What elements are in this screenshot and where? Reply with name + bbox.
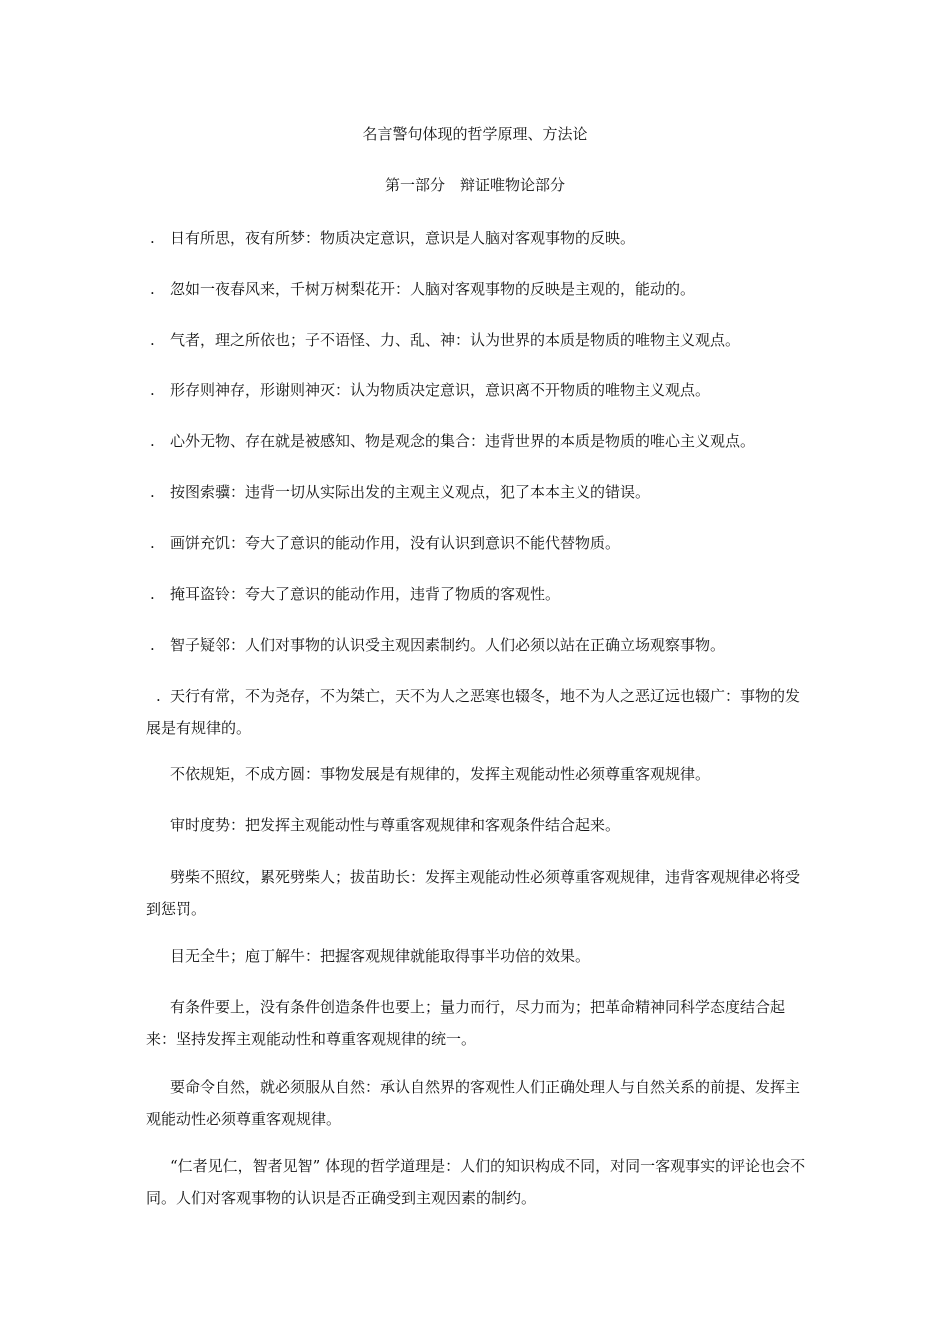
bullet-marker: . — [156, 687, 161, 705]
list-item — [146, 324, 814, 356]
list-item — [146, 222, 814, 254]
list-item-text: 画饼充饥：夸大了意识的能动作用，没有认识到意识不能代替物质。 — [170, 534, 621, 552]
list-item — [146, 578, 814, 610]
list-item-text: 心外无物、存在就是被感知、物是观念的集合：违背世界的本质是物质的唯心主义观点。 — [170, 432, 756, 450]
list-item — [146, 629, 814, 661]
list-item — [146, 273, 814, 305]
body-paragraph: 不依规矩，不成方圆：事物发展是有规律的，发挥主观能动性必须尊重客观规律。 — [170, 765, 711, 783]
list-item — [146, 374, 814, 406]
section-heading: 第一部分 辩证唯物论部分 — [384, 176, 565, 194]
list-item-text: 天行有常，不为尧存，不为桀亡，天不为人之恶寒也辍冬，地不为人之恶辽远也辍广：事物的发展是有规律的。 — [146, 687, 801, 737]
list-item-text: 智子疑邻：人们对事物的认识受主观因素制约。人们必须以站在正确立场观察事物。 — [170, 636, 726, 654]
bullet-marker: . — [150, 280, 155, 298]
list-item-text: 气者，理之所依也；子不语怪、力、乱、神：认为世界的本质是物质的唯物主义观点。 — [170, 331, 741, 349]
bullet-marker: . — [150, 331, 155, 349]
bullet-marker: . — [150, 534, 155, 552]
body-paragraph: 有条件要上，没有条件创造条件也要上；量力而行，尽力而为；把革命精神同科学态度结合起来：坚持发挥主观能动性和尊重客观规律的统一。 — [146, 998, 786, 1048]
document-title: 名言警句体现的哲学原理、方法论 — [362, 125, 588, 143]
bullet-marker: . — [150, 636, 155, 654]
body-paragraph: “仁者见仁，智者见智” 体现的哲学道理是：人们的知识构成不同，对同一客观事实的评论也会不同。人们对客观事物的认识是否正确受到主观因素的制约。 — [146, 1157, 806, 1207]
list-item-text: 掩耳盗铃：夸大了意识的能动作用，违背了物质的客观性。 — [170, 585, 561, 603]
list-item-text: 按图索骥：违背一切从实际出发的主观主义观点，犯了本本主义的错误。 — [170, 483, 651, 501]
body-paragraph: 审时度势：把发挥主观能动性与尊重客观规律和客观条件结合起来。 — [170, 816, 621, 834]
bullet-marker: . — [150, 585, 155, 603]
body-paragraph: 目无全牛；庖丁解牛：把握客观规律就能取得事半功倍的效果。 — [170, 947, 591, 965]
list-item — [146, 680, 810, 744]
body-paragraph: 要命令自然，就必须服从自然：承认自然界的客观性人们正确处理人与自然关系的前提、发挥主观能动性必须尊重客观规律。 — [146, 1078, 801, 1128]
list-item-text: 忽如一夜春风来，千树万树梨花开：人脑对客观事物的反映是主观的，能动的。 — [170, 280, 696, 298]
bullet-marker: . — [150, 483, 155, 501]
list-item-text: 形存则神存，形谢则神灭：认为物质决定意识，意识离不开物质的唯物主义观点。 — [170, 381, 711, 399]
bullet-marker: . — [150, 432, 155, 450]
bullet-marker: . — [150, 229, 155, 247]
body-paragraph: 劈柴不照纹，累死劈柴人；拔苗助长：发挥主观能动性必须尊重客观规律，违背客观规律必将受到惩罚。 — [146, 868, 801, 918]
bullet-marker: . — [150, 381, 155, 399]
list-item — [146, 476, 814, 508]
list-item — [146, 425, 814, 457]
list-item-text: 日有所思，夜有所梦：物质决定意识，意识是人脑对客观事物的反映。 — [170, 229, 636, 247]
list-item — [146, 527, 814, 559]
